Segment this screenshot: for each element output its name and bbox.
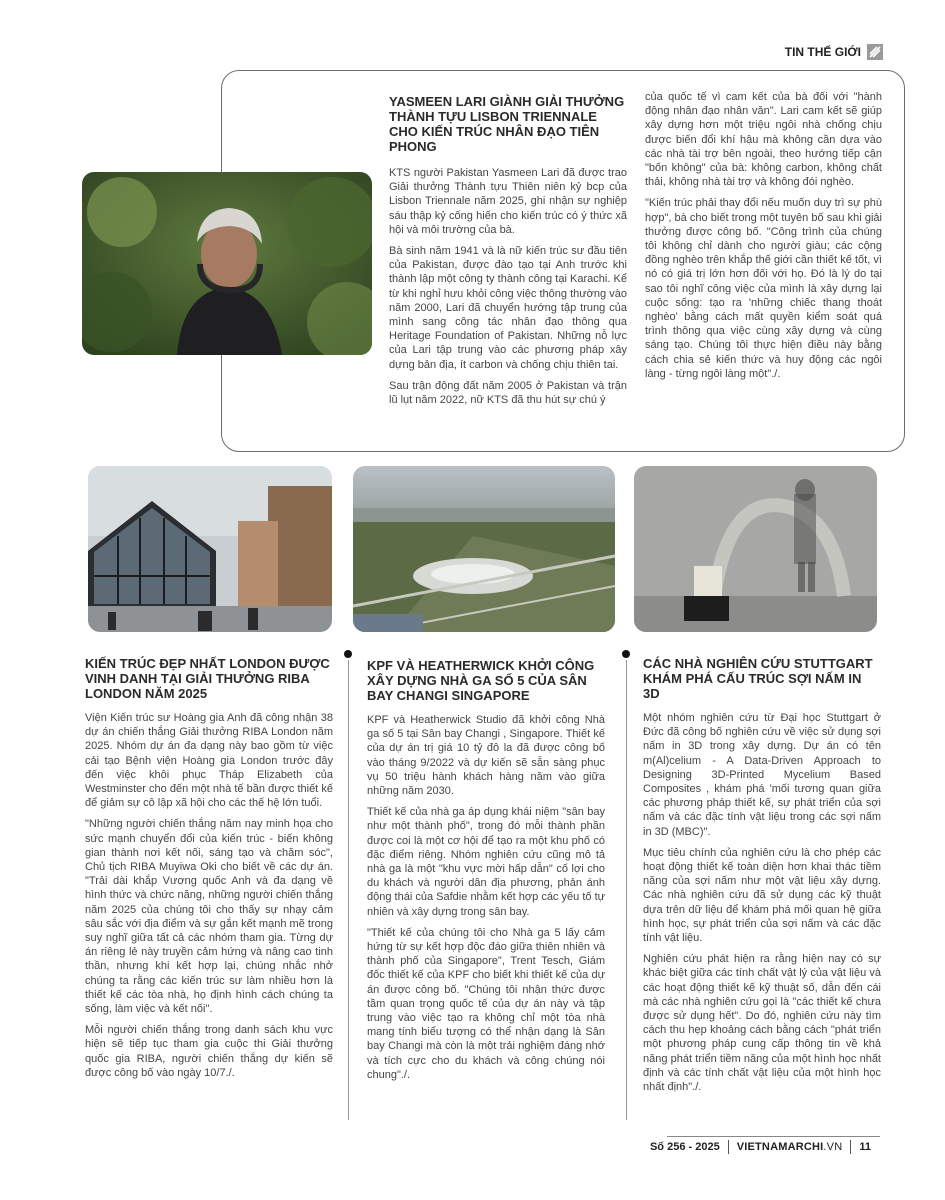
article4-paragraph: Mục tiêu chính của nghiên cứu là cho phép các hoạt động thiết kế toàn diện hơn khai thác tiềm năng của sợi nấm như một vật liệu xây dựng. Các nhà nghiên cứu đã sử dụng các kỹ thuật dựa trên dữ liệu để khám phá mối quan hệ giữa hình học, sự phát triển của sợi nấm và các đặc tính vật liệu.: [643, 846, 881, 945]
footer-separator: [850, 1140, 851, 1154]
article1-col2: [645, 90, 882, 388]
footer-rule: [667, 1136, 880, 1137]
column-divider: [626, 660, 627, 1120]
site-name: [737, 1141, 843, 1153]
portrait-photo: [82, 172, 372, 355]
footer-separator: [728, 1140, 729, 1154]
article1-col1: [389, 94, 627, 414]
article2-paragraph: "Những người chiến thắng năm nay minh họa cho sức mạnh chuyển đổi của kiến trúc - biến không gian thành nơi kết nối, sáng tạo và chăm sóc", Chủ tịch RIBA Muyiwa Oki cho biết về các dự án. "Trải dài khắp Vương quốc Anh và đa dạng về hình thức và chức năng, những người chiến thắng năm 2025 của chúng tôi cho thấy sự nhạy cảm sâu sắc với địa điểm và sự gắn kết mạnh mẽ trong suy nghĩ giữa tất cả các nhóm tham gia. Từng dự án riêng lẻ này truyền cảm hứng và nâng cao tinh thần, nhưng khi kết hợp lại, chúng nhắc nhở chúng ta rằng các kiến trúc sư làm nhiều hơn là thiết kế các tòa nhà, họ định hình cách chúng ta sống, làm việc và kết nối".: [85, 818, 333, 1016]
article3-title: KPF VÀ HEATHERWICK KHỞI CÔNG XÂY DỰNG NHÀ GA SỐ 5 CỦA SÂN BAY CHANGI SINGAPORE: [367, 658, 595, 703]
column-bullet: [622, 650, 630, 658]
column-divider: [348, 660, 349, 1120]
article1-paragraph: "Kiến trúc phải thay đổi nếu muốn duy trì sự phù hợp", bà cho biết trong một tuyên bố sau khi giải thưởng được công bố. "Công trình của chúng tôi không chỉ dành cho người giàu; các cộng đồng nghèo trên khắp thế giới cần thiết kế tốt, vì nó có giá trị lớn hơn đối với họ. Đó là lý do tại sao tôi nghĩ công việc của mình là xây dựng lại cuộc sống: tạo ra 'những chiếc thang thoát nghèo' bằng cách mất quyền kiểm soát quá trình thông qua việc cùng xây dựng và cùng sáng tạo. Chúng tôi thực hiện điều này bằng cách chia sẻ kiến thức và huy động các ngôi làng - từng ngôi làng một"./.: [645, 197, 882, 380]
article1-title: YASMEEN LARI GIÀNH GIẢI THƯỞNG THÀNH TỰU LISBON TRIENNALE CHO KIẾN TRÚC NHÂN ĐẠO TIÊN PHONG: [389, 94, 625, 154]
page-footer: [650, 1140, 871, 1154]
article1-paragraph: Bà sinh năm 1941 và là nữ kiến trúc sư đầu tiên của Pakistan, được đào tạo tại Anh trước khi thành lập một công ty thành công tại Karachi. Kể từ khi nghỉ hưu khỏi công việc thông thường vào năm 2000, Lari đã chuyển hướng tập trung của mình sang công tác nhân đạo thông qua Heritage Foundation of Pakistan. Những nỗ lực của Lari tập trung vào các phương pháp xây dựng bản địa, ít carbon và chống chịu thiên tai.: [389, 245, 627, 371]
article2-paragraph: Viện Kiến trúc sư Hoàng gia Anh đã công nhận 38 dự án chiến thắng Giải thưởng RIBA London năm 2025. Nhóm dự án đa dạng này bao gồm từ việc cải tạo Bệnh viện Hoàng gia London trước đây đến việc khôi phục Tháp Elizabeth của Westminster cho đến một nhà tế bần được thiết kế để giảm sự cô lập xã hội cho các thế hệ lớn tuổi.: [85, 712, 333, 810]
page-number: 11: [859, 1141, 871, 1153]
article4-title: CÁC NHÀ NGHIÊN CỨU STUTTGART KHÁM PHÁ CẤU TRÚC SỢI NẤM IN 3D: [643, 656, 873, 701]
issue-number: Số 256 - 2025: [649, 1141, 720, 1153]
page-badge-icon: [867, 44, 883, 60]
article3: [367, 658, 605, 1089]
article3-paragraph: KPF và Heatherwick Studio đã khởi công Nhà ga số 5 tại Sân bay Changi , Singapore. Thiết kế của dự án trị giá 10 tỷ đô la đã được công bố vào tháng 9/2022 và dự kiến sẽ sẵn sàng phục vụ 50 triệu hành khách hàng năm vào giữa những năm 2030.: [367, 714, 605, 798]
riba-building-photo: [88, 466, 332, 632]
article2: [85, 656, 333, 1087]
article3-paragraph: Thiết kế của nhà ga áp dụng khái niệm "sân bay như một thành phố", trong đó mỗi thành phần được coi là một cơ hội để tạo ra một khu phố có đặc điểm riêng. Nhóm nghiên cứu cũng mô tả nhà ga là một "khu vực mời hấp dẫn" cố lợi cho du khách và người dân địa phương, phản ánh động thái của Safdie nhằm kết hợp các yếu tố tự nhiên và xây dựng trong sân bay.: [367, 806, 605, 918]
article1-paragraph: của quốc tế vì cam kết của bà đối với "hành động nhân đạo nhân văn". Lari cam kết sẽ giúp xây dựng hơn một triệu ngôi nhà chống chịu được biến đổi khí hậu mà không cần dựa vào các nhà tài trợ bên ngoài, theo hướng tiếp cận "bốn không" của bà: không carbon, không chất thải, không nhà tài trợ và không đói nghèo.: [645, 91, 882, 189]
article2-paragraph: Mỗi người chiến thắng trong danh sách khu vực hiện sẽ tiếp tục tham gia cuộc thi Giải thưởng quốc gia RIBA, người chiến thắng dự kiến sẽ được công bố vào ngày 10/7./.: [85, 1024, 333, 1079]
column-bullet: [344, 650, 352, 658]
article4: [643, 656, 881, 1101]
section-label: TIN THẾ GIỚI: [784, 45, 861, 59]
changi-airport-photo: [353, 466, 615, 632]
article3-paragraph: "Thiết kế của chúng tôi cho Nhà ga 5 lấy cảm hứng từ sự kết hợp độc đáo giữa thiên nhiên và thành phố của Singapore", Trent Tesch, Giám đốc thiết kế của KPF cho biết khi thiết kế của dự án được công bố. "Chúng tôi nhận thức được tầm quan trọng quốc tế của dự án này và tập trung vào việc tạo ra không chỉ một tòa nhà mang tính biểu tượng có thể nhận dạng là Sân bay Changi mà còn là một trải nghiệm đáng nhớ và tích cực cho du khách và công chúng nói chung"./.: [367, 926, 605, 1081]
article2-title: KIẾN TRÚC ĐẸP NHẤT LONDON ĐƯỢC VINH DANH TẠI GIẢI THƯỞNG RIBA LONDON NĂM 2025: [85, 656, 330, 701]
mycelium-structure-photo: [634, 466, 877, 632]
article1-paragraph: Sau trận động đất năm 2005 ở Pakistan và trận lũ lụt năm 2022, nữ KTS đã thu hút sự chú ý: [389, 379, 627, 407]
article4-paragraph: Một nhóm nghiên cứu từ Đại học Stuttgart ở Đức đã công bố nghiên cứu về việc sử dụng sợi nấm in 3D trong xây dựng. Dự án có tên m(Al)celium - A Data-Driven Approach to Designing 3D-Printed Mycelium Based Composites , khám phá 'mối tương quan giữa các phương pháp thiết kế, sự phát triển của sợi nấm và các đặc tính vật liệu trong các sợi nấm in 3D (MBC)".: [643, 712, 881, 838]
site-name-bold: VIETNAMARCHI: [736, 1141, 824, 1153]
article4-paragraph: Nghiên cứu phát hiện ra rằng hiện nay có sự khác biệt giữa các tính chất vật lý của vật liệu và các hoạt động thiết kế kỹ thuật số, dẫn đến cái mà các nhà nghiên cứu gọi là "các thiết kế chưa được sử dụng hết". Do đó, nghiên cứu này tìm cách thu hẹp khoảng cách bằng cách "phát triển một phương pháp cung cấp thông tin về khả năng phát triển tiềm năng của một hình học nhất định và các tính chất vật liệu của một hình học nhất định"./.: [643, 953, 881, 1094]
section-header: [785, 44, 883, 60]
site-name-domain: .VN: [823, 1141, 843, 1153]
article1-paragraph: KTS người Pakistan Yasmeen Lari đã được trao Giải thưởng Thành tựu Thiên niên kỷ bcp của Lisbon Triennale năm 2025, ghi nhận sự nghiệp sáu thập kỷ cống hiến cho kiến trúc có ý thức xã hội và môi trường của bà.: [389, 167, 627, 236]
